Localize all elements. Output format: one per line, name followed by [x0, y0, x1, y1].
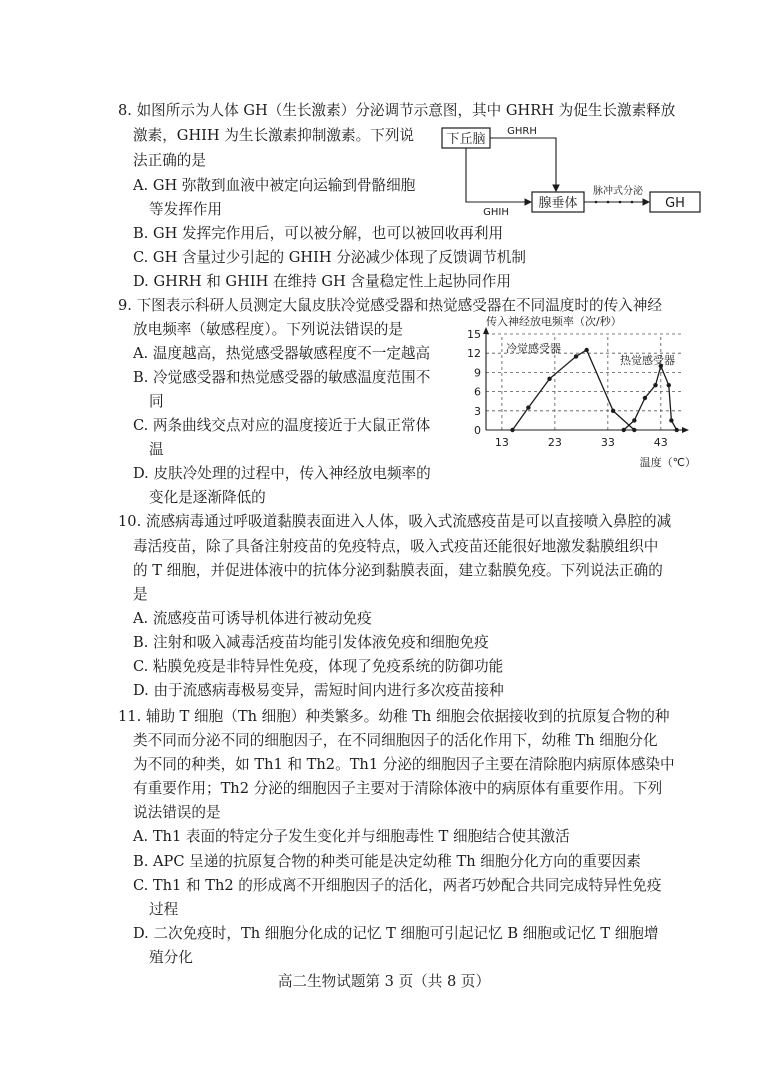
q9-option-b-line-1: B. 冷觉感受器和热觉感受器的敏感温度范围不: [133, 369, 431, 386]
series-1-point-6: [669, 418, 673, 422]
q11-option-a: A. Th1 表面的特定分子发生变化并与细胞毒性 T 细胞结合使其激活: [133, 828, 570, 845]
q11-stem-line-5: 说法错误的是: [133, 804, 221, 821]
gh-regulation-diagram: [436, 120, 708, 224]
q10-option-a: A. 流感疫苗可诱导机体进行被动免疫: [133, 610, 372, 627]
q9-stem-line-2: 放电频率（敏感程度）。下列说法错误的是: [133, 321, 403, 338]
x-axis-arrow: [682, 427, 689, 433]
q8-stem-line-1: 8. 如图所示为人体 GH（生长激素）分泌调节示意图，其中 GHRH 为促生长激素释放: [118, 102, 676, 119]
q10-option-c: C. 粘膜免疫是非特异性免疫，体现了免疫系统的防御功能: [133, 658, 504, 675]
q11-stem-line-1: 11. 辅助 T 细胞（Th 细胞）种类繁多。幼稚 Th 细胞会依据接收到的抗原复合物的种: [118, 708, 670, 725]
gh-label: GH: [665, 196, 685, 211]
ghrh-arrow: [490, 138, 556, 191]
q11-option-d-line-2: 殖分化: [149, 949, 193, 966]
pituitary-label: 腺垂体: [538, 196, 578, 211]
q8-option-d: D. GHRH 和 GHIH 在维持 GH 含量稳定性上起协同作用: [133, 273, 511, 290]
series-1-point-7: [675, 428, 679, 432]
q10-stem-line-4: 是: [133, 586, 148, 603]
series-1-point-0: [622, 428, 626, 432]
x-tick-label-3: 43: [653, 436, 668, 449]
q8-stem-line-3: 法正确的是: [133, 152, 206, 169]
q9-option-c-line-2: 温: [149, 441, 164, 458]
x-tick-label-1: 23: [547, 436, 562, 449]
y-tick-label-5: 15: [467, 328, 481, 341]
x-tick-label-2: 33: [600, 436, 615, 449]
series-0-point-1: [526, 405, 530, 409]
q8-stem-line-2: 激素，GHIH 为生长激素抑制激素。下列说: [133, 127, 415, 144]
series-0-point-5: [611, 409, 615, 413]
q11-option-c-line-1: C. Th1 和 Th2 的形成离不开细胞因子的活化，两者巧妙配合共同完成特异性免疫: [133, 877, 662, 894]
q9-option-a: A. 温度越高，热觉感受器敏感程度不一定越高: [133, 345, 431, 362]
y-tick-label-4: 12: [467, 347, 481, 361]
series-0-point-0: [510, 428, 514, 432]
y-tick-label-3: 9: [474, 366, 481, 380]
series-1-point-5: [667, 383, 671, 387]
series-1-point-1: [632, 418, 636, 422]
q9-option-c-line-1: C. 两条曲线交点对应的温度接近于大鼠正常体: [133, 417, 431, 434]
x-tick-label-0: 13: [494, 436, 509, 449]
receptor-frequency-chart: [456, 316, 700, 472]
q8-option-a-line-1: A. GH 弥散到血液中被定向运输到骨骼细胞: [133, 177, 416, 194]
q10-stem-line-2: 毒活疫苗，除了具备注射疫苗的免疫特点，吸入式疫苗还能很好地激发黏膜组织中: [133, 538, 659, 555]
q10-option-d: D. 由于流感病毒极易变异，需短时间内进行多次疫苗接种: [133, 682, 504, 699]
y-axis-label: 传入神经放电频率（次/秒）: [486, 316, 622, 328]
series-0-point-4: [584, 348, 588, 352]
series-label-cold: 冷觉感受器: [506, 342, 561, 355]
q11-option-c-line-2: 过程: [149, 901, 179, 918]
x-axis-label: 温度（℃）: [639, 456, 696, 469]
series-0-point-3: [574, 354, 578, 358]
series-line-1: [624, 366, 677, 430]
q8-option-a-line-2: 等发挥作用: [149, 201, 222, 218]
q9-stem-line-1: 9. 下图表示科研人员测定大鼠皮肤冷觉感受器和热觉感受器在不同温度时的传入神经: [118, 297, 662, 314]
series-line-0: [512, 350, 634, 430]
series-0-point-6: [632, 428, 636, 432]
ghrh-label: GHRH: [507, 126, 537, 137]
q9-option-b-line-2: 同: [149, 393, 164, 410]
q11-stem-line-2: 类不同而分泌不同的细胞因子，在不同细胞因子的活化作用下，幼稚 Th 细胞分化: [133, 732, 658, 749]
series-0-point-2: [547, 377, 551, 381]
q10-stem-line-1: 10. 流感病毒通过呼吸道黏膜表面进入人体，吸入式流感疫苗是可以直接喷入鼻腔的减: [118, 513, 672, 530]
q11-option-d-line-1: D. 二次免疫时，Th 细胞分化成的记忆 T 细胞可引起记忆 B 细胞或记忆 T 细胞增: [133, 925, 659, 942]
q9-option-d-line-2: 变化是逐渐降低的: [149, 489, 266, 506]
q11-stem-line-4: 有重要作用；Th2 分泌的细胞因子主要对于清除体液中的病原体有重要作用。下列: [133, 780, 663, 797]
q8-option-c: C. GH 含量过少引起的 GHIH 分泌减少体现了反馈调节机制: [133, 249, 526, 266]
q8-option-b: B. GH 发挥完作用后，可以被分解，也可以被回收再利用: [133, 225, 504, 242]
y-tick-label-0: 0: [474, 424, 481, 437]
chart-ticks: [467, 328, 668, 449]
q9-option-d-line-1: D. 皮肤冷处理的过程中，传入神经放电频率的: [133, 465, 431, 482]
y-axis-arrow: [483, 327, 489, 334]
series-1-point-3: [653, 383, 657, 387]
q11-option-b: B. APC 呈递的抗原复合物的种类可能是决定幼稚 Th 细胞分化方向的重要因素: [133, 853, 641, 870]
q10-option-b: B. 注射和吸入减毒活疫苗均能引发体液免疫和细胞免疫: [133, 634, 489, 651]
series-1-point-2: [643, 396, 647, 400]
q11-stem-line-3: 为不同的种类，如 Th1 和 Th2。Th1 分泌的细胞因子主要在清除胞内病原体感染中: [133, 756, 675, 773]
ghih-arrow: [466, 148, 531, 202]
ghih-label: GHIH: [483, 207, 509, 218]
y-tick-label-2: 6: [474, 385, 481, 399]
q10-stem-line-3: 的 T 细胞，并促进体液中的抗体分泌到黏膜表面，建立黏膜免疫。下列说法正确的: [133, 562, 663, 579]
pulse-label: 脉冲式分泌: [593, 186, 643, 197]
y-tick-label-1: 3: [474, 404, 481, 418]
page-footer: 高二生物试题第 3 页（共 8 页）: [277, 973, 491, 990]
series-label-warm: 热觉感受器: [620, 354, 675, 367]
hypothalamus-label: 下丘脑: [446, 132, 486, 147]
